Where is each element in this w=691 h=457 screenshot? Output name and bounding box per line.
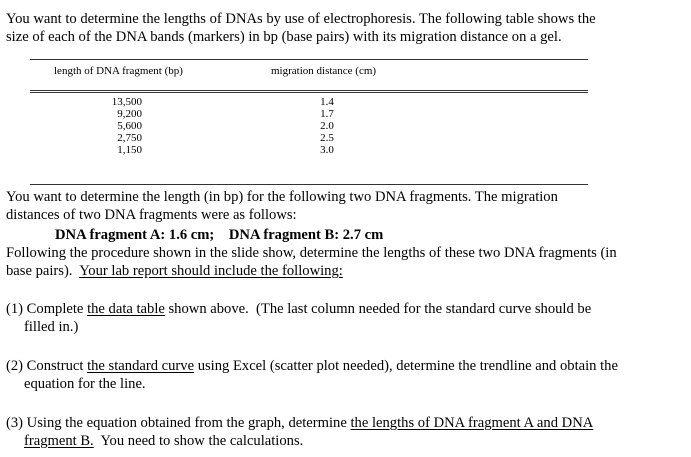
table-cell-cm: 3.0 <box>320 144 334 156</box>
column-header-migration: migration distance (cm) <box>271 65 377 77</box>
table-header-rule <box>30 90 588 91</box>
table-cell-bp: 2,750 <box>117 132 142 144</box>
column-header-length: length of DNA fragment (bp) <box>54 65 183 77</box>
task-line-1: You want to determine the length (in bp) for the following two DNA fragments. The migration <box>6 189 558 205</box>
intro-line-1: You want to determine the lengths of DNAs by use of electrophoresis. The following table shows the <box>6 11 596 27</box>
item-3-line-1: (3) Using the equation obtained from the graph, determine the lengths of DNA fragment A and DNA <box>6 415 594 431</box>
table-cell-bp: 5,600 <box>117 120 142 132</box>
table-cell-cm: 2.5 <box>320 132 334 144</box>
table-bottom-rule <box>30 184 588 185</box>
item-3-line-2: fragment B. You need to show the calculations. <box>24 433 304 449</box>
lab-report-requirement: Your lab report should include the following: <box>79 263 343 279</box>
item-2-line-1: (2) Construct the standard curve using Excel (scatter plot needed), determine the trendline and obtain the <box>6 358 618 374</box>
table-cell-bp: 13,500 <box>111 96 142 108</box>
table-cell-cm: 1.4 <box>320 96 334 108</box>
item-1-line-1: (1) Complete the data table shown above. (The last column needed for the standard curve should be <box>6 301 592 317</box>
intro-line-2: size of each of the DNA bands (markers) in bp (base pairs) with its migration distance on a gel. <box>6 29 562 45</box>
task-line-3: Following the procedure shown in the slide show, determine the lengths of these two DNA fragments (in <box>6 245 617 261</box>
task-line-4: base pairs). Your lab report should include the following: <box>6 263 343 279</box>
item-1-line-2: filled in.) <box>24 319 79 335</box>
table-cell-bp: 1,150 <box>117 144 142 156</box>
fragment-distances: DNA fragment A: 1.6 cm; DNA fragment B: 2.7 cm <box>55 227 384 243</box>
table-cell-cm: 1.7 <box>320 108 334 120</box>
task-line-2: distances of two DNA fragments were as follows: <box>6 207 297 223</box>
item-2-line-2: equation for the line. <box>24 376 146 392</box>
table-header-rule-2 <box>30 92 588 93</box>
table-cell-bp: 9,200 <box>117 108 142 120</box>
table-top-rule <box>30 59 588 60</box>
table-cell-cm: 2.0 <box>320 120 334 132</box>
